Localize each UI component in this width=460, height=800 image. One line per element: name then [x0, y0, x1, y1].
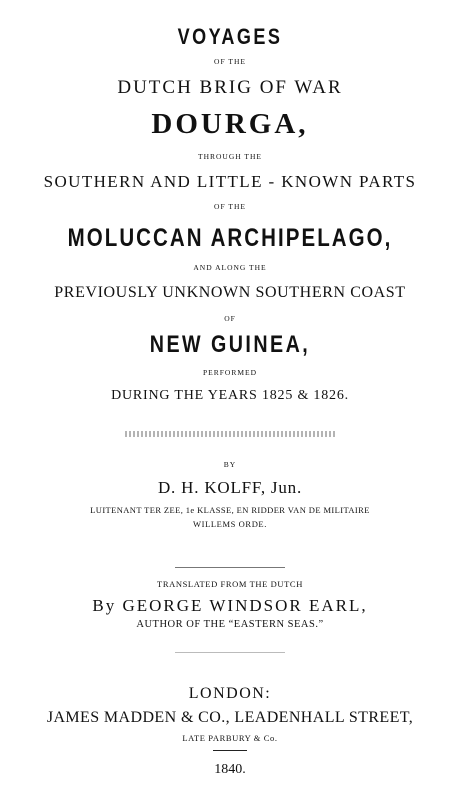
title-southern-parts: SOUTHERN AND LITTLE - KNOWN PARTS — [43, 172, 417, 191]
author-rank: LUITENANT TER ZEE, 1e KLASSE, EN RIDDER VAN DE MILITAIRE — [90, 505, 370, 515]
title-voyages: VOYAGES — [177, 24, 283, 49]
translator-note: AUTHOR OF THE “EASTERN SEAS.” — [136, 619, 324, 630]
title-southern-coast: PREVIOUSLY UNKNOWN SOUTHERN COAST — [54, 284, 406, 301]
author-order: WILLEMS ORDE. — [193, 519, 267, 529]
of-the-2: OF THE — [214, 202, 246, 211]
author-name: D. H. KOLFF, Jun. — [157, 478, 302, 497]
of-the-1: OF THE — [214, 57, 246, 66]
publication-year: 1840. — [214, 762, 246, 777]
years-line: DURING THE YEARS 1825 & 1826. — [111, 388, 349, 403]
by-label: BY — [223, 460, 237, 469]
divider-rule-3 — [213, 750, 247, 751]
of-label: OF — [224, 314, 236, 323]
publisher: JAMES MADDEN & CO., LEADENHALL STREET, — [46, 709, 414, 726]
divider-rule-1 — [175, 567, 285, 568]
publisher-note: LATE PARBURY & Co. — [182, 733, 278, 743]
divider-rule-2 — [175, 652, 285, 653]
title-dutch-brig: DUTCH BRIG OF WAR — [117, 77, 343, 98]
title-moluccan: MOLUCCAN ARCHIPELAGO, — [67, 224, 393, 252]
translated-from: TRANSLATED FROM THE DUTCH — [157, 579, 303, 589]
ship-name: DOURGA, — [151, 108, 309, 140]
and-along-the: AND ALONG THE — [193, 263, 267, 272]
ornamental-divider — [125, 431, 335, 437]
title-new-guinea: NEW GUINEA, — [149, 331, 311, 358]
translator-name: By GEORGE WINDSOR EARL, — [92, 596, 368, 615]
through-the: THROUGH THE — [198, 152, 262, 161]
performed: PERFORMED — [202, 368, 257, 377]
city: LONDON: — [188, 685, 272, 702]
